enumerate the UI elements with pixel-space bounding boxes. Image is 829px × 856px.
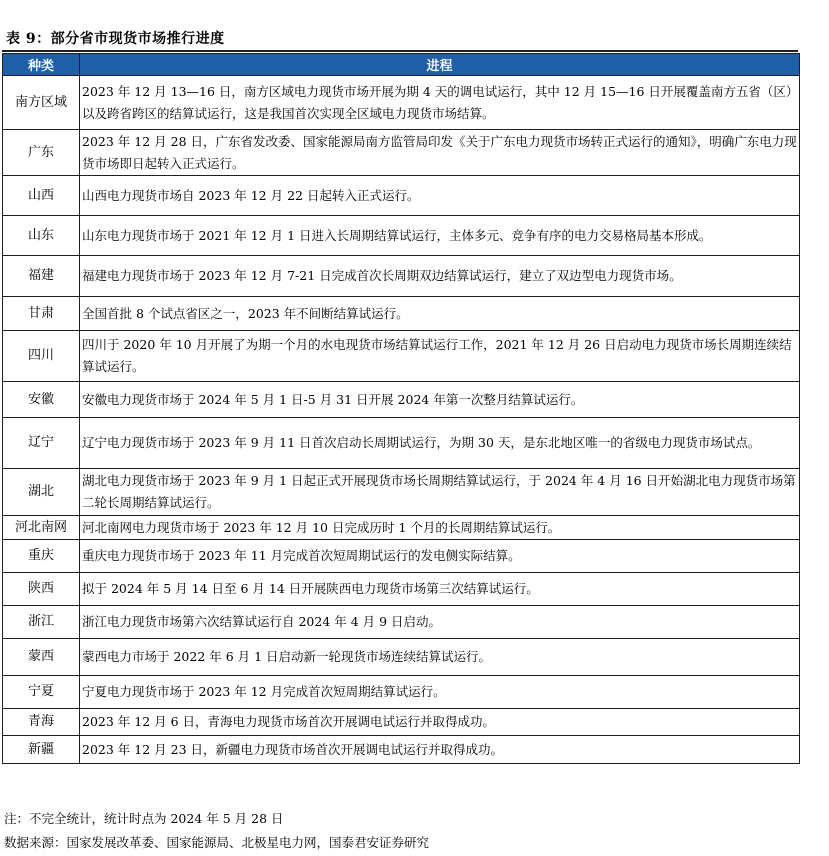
footnote: 注：不完全统计，统计时点为 2024 年 5 月 28 日 xyxy=(4,811,284,826)
cell-progress: 2023 年 12 月 28 日，广东省发改委、国家能源局南方监管局印发《关于广东电力现货市场转正式运行的通知》，明确广东电力现货市场即日起转入正式运行。 xyxy=(80,130,800,176)
table-row xyxy=(3,216,800,256)
table-row xyxy=(3,297,800,331)
cell-category: 四川 xyxy=(3,331,80,382)
table-row xyxy=(3,469,800,516)
cell-category: 宁夏 xyxy=(3,676,80,709)
table-body xyxy=(3,76,800,764)
table-row xyxy=(3,382,800,418)
cell-progress: 福建电力现货市场于 2023 年 12 月 7-21 日完成首次长周期双边结算试运行，建立了双边型电力现货市场。 xyxy=(80,256,800,297)
cell-progress: 拟于 2024 年 5 月 14 日至 6 月 14 日开展陕西电力现货市场第三次结算试运行。 xyxy=(80,573,800,606)
cell-category: 南方区域 xyxy=(3,76,80,130)
table-row xyxy=(3,573,800,606)
header-progress: 进程 xyxy=(80,54,800,76)
cell-category: 山东 xyxy=(3,216,80,256)
table-header-row xyxy=(3,54,800,76)
cell-progress: 河北南网电力现货市场于 2023 年 12 月 10 日完成历时 1 个月的长周期结算试运行。 xyxy=(80,516,800,540)
cell-progress: 2023 年 12 月 6 日，青海电力现货市场首次开展调电试运行并取得成功。 xyxy=(80,709,800,736)
cell-category: 安徽 xyxy=(3,382,80,418)
progress-table xyxy=(2,53,800,764)
cell-progress: 蒙西电力市场于 2022 年 6 月 1 日启动新一轮现货市场连续结算试运行。 xyxy=(80,639,800,676)
cell-category: 重庆 xyxy=(3,540,80,573)
cell-category: 辽宁 xyxy=(3,418,80,469)
cell-category: 甘肃 xyxy=(3,297,80,331)
table-row xyxy=(3,516,800,540)
cell-progress: 浙江电力现货市场第六次结算试运行自 2024 年 4 月 9 日启动。 xyxy=(80,606,800,639)
data-source: 数据来源：国家发展改革委、国家能源局、北极星电力网，国泰君安证券研究 xyxy=(4,835,430,850)
cell-progress: 山西电力现货市场自 2023 年 12 月 22 日起转入正式运行。 xyxy=(80,176,800,216)
cell-category: 新疆 xyxy=(3,736,80,764)
cell-progress: 2023 年 12 月 13—16 日，南方区域电力现货市场开展为期 4 天的调电试运行，其中 12 月 15—16 日开展覆盖南方五省（区）以及跨省跨区的结算试运行，这是我国首次实现全区域电力现货市场结算。 xyxy=(80,76,800,130)
table-row xyxy=(3,256,800,297)
cell-category: 山西 xyxy=(3,176,80,216)
cell-progress: 重庆电力现货市场于 2023 年 11 月完成首次短周期试运行的发电侧实际结算。 xyxy=(80,540,800,573)
cell-progress: 宁夏电力现货市场于 2023 年 12 月完成首次短周期结算试运行。 xyxy=(80,676,800,709)
table-row xyxy=(3,540,800,573)
cell-category: 蒙西 xyxy=(3,639,80,676)
table-row xyxy=(3,76,800,130)
cell-category: 浙江 xyxy=(3,606,80,639)
header-category: 种类 xyxy=(3,54,80,76)
table-row xyxy=(3,176,800,216)
cell-progress: 2023 年 12 月 23 日，新疆电力现货市场首次开展调电试运行并取得成功。 xyxy=(80,736,800,764)
table-row xyxy=(3,736,800,764)
title-rule xyxy=(2,50,798,52)
cell-category: 陕西 xyxy=(3,573,80,606)
cell-category: 河北南网 xyxy=(3,516,80,540)
table-row xyxy=(3,709,800,736)
table-row xyxy=(3,130,800,176)
cell-progress: 安徽电力现货市场于 2024 年 5 月 1 日-5 月 31 日开展 2024 年第一次整月结算试运行。 xyxy=(80,382,800,418)
cell-category: 福建 xyxy=(3,256,80,297)
table-row xyxy=(3,639,800,676)
cell-category: 湖北 xyxy=(3,469,80,516)
cell-progress: 四川于 2020 年 10 月开展了为期一个月的水电现货市场结算试运行工作，2021 年 12 月 26 日启动电力现货市场长周期连续结算试运行。 xyxy=(80,331,800,382)
table-row xyxy=(3,418,800,469)
table-title: 表 9：部分省市现货市场推行进度 xyxy=(6,31,225,47)
cell-category: 广东 xyxy=(3,130,80,176)
cell-category: 青海 xyxy=(3,709,80,736)
cell-progress: 全国首批 8 个试点省区之一，2023 年不间断结算试运行。 xyxy=(80,297,800,331)
cell-progress: 辽宁电力现货市场于 2023 年 9 月 11 日首次启动长周期试运行，为期 30 天，是东北地区唯一的省级电力现货市场试点。 xyxy=(80,418,800,469)
table-row xyxy=(3,331,800,382)
table-row xyxy=(3,676,800,709)
cell-progress: 山东电力现货市场于 2021 年 12 月 1 日进入长周期结算试运行，主体多元、竞争有序的电力交易格局基本形成。 xyxy=(80,216,800,256)
cell-progress: 湖北电力现货市场于 2023 年 9 月 1 日起正式开展现货市场长周期结算试运行，于 2024 年 4 月 16 日开始湖北电力现货市场第二轮长周期结算试运行。 xyxy=(80,469,800,516)
table-row xyxy=(3,606,800,639)
